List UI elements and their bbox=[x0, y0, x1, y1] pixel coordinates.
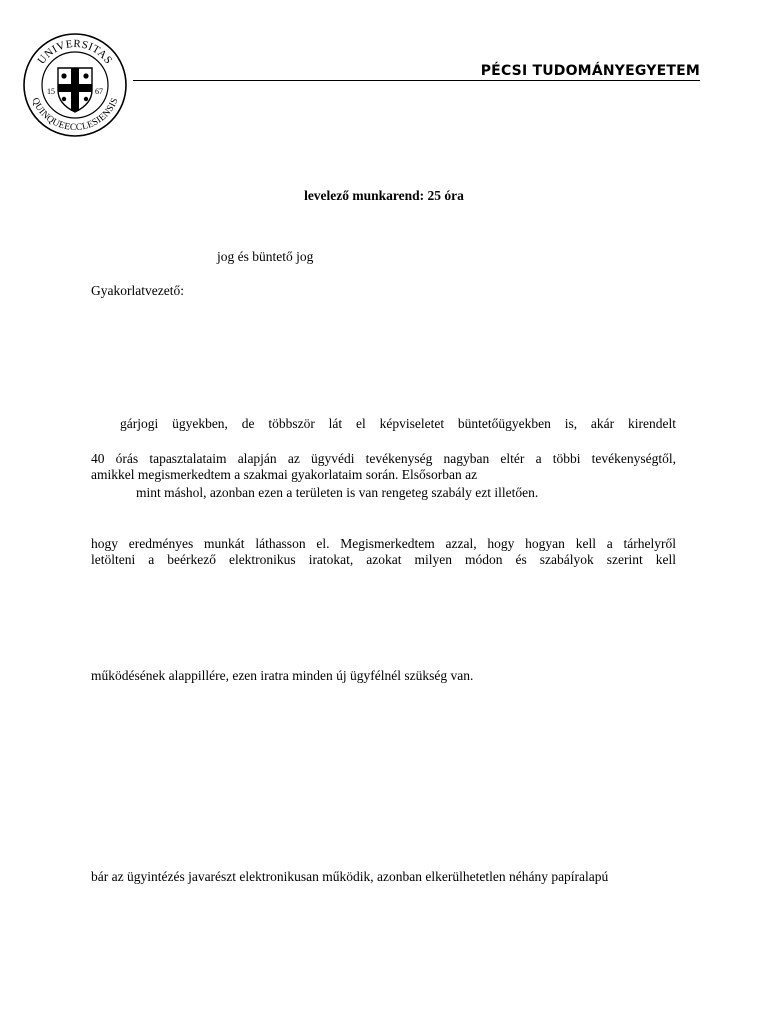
university-seal-logo bbox=[22, 32, 128, 138]
paragraph-4: működésének alappillére, ezen iratra minden új ügyfélnél szükség van. bbox=[91, 668, 474, 683]
university-name: PÉCSI TUDOMÁNYEGYETEM bbox=[480, 63, 700, 79]
paragraph-2-line-3: mint máshol, azonban ezen a területen is van rengeteg szabály ezt illetően. bbox=[136, 485, 539, 500]
paragraph-1: gárjogi ügyekben, de többször lát el képviseletet büntetőügyekben is, akár kirendelt bbox=[120, 416, 676, 431]
seal-year-right: 67 bbox=[95, 87, 103, 96]
seal-ring-top: UNIVERSITAS bbox=[35, 37, 115, 67]
paragraph-5: bár az ügyintézés javarészt elektronikusan működik, azonban elkerülhetetlen néhány papíralapú bbox=[91, 869, 609, 884]
paragraph-3-line-2: letölteni a beérkező elektronikus iratokat, azokat milyen módon és szabályok szerint kell bbox=[91, 552, 676, 567]
paragraph-3-line-1: hogy eredményes munkát láthasson el. Megismerkedtem azzal, hogy hogyan kell a tárhelyről bbox=[91, 536, 676, 551]
supervisor-label: Gyakorlatvezető: bbox=[91, 283, 184, 298]
header-rule bbox=[133, 80, 700, 81]
seal-year-left: 15 bbox=[47, 87, 55, 96]
seal-ring-bottom: QUINQUEECCLESIENSIS bbox=[29, 96, 121, 134]
paragraph-2-line-1: 40 órás tapasztalataim alapján az ügyvédi tevékenység nagyban eltér a többi tevékenységtől, bbox=[91, 451, 676, 466]
subject-line: jog és büntető jog bbox=[217, 249, 314, 264]
paragraph-2-line-2: amikkel megismerkedtem a szakmai gyakorlataim során. Elsősorban az bbox=[91, 467, 478, 482]
document-title: levelező munkarend: 25 óra bbox=[304, 188, 464, 203]
